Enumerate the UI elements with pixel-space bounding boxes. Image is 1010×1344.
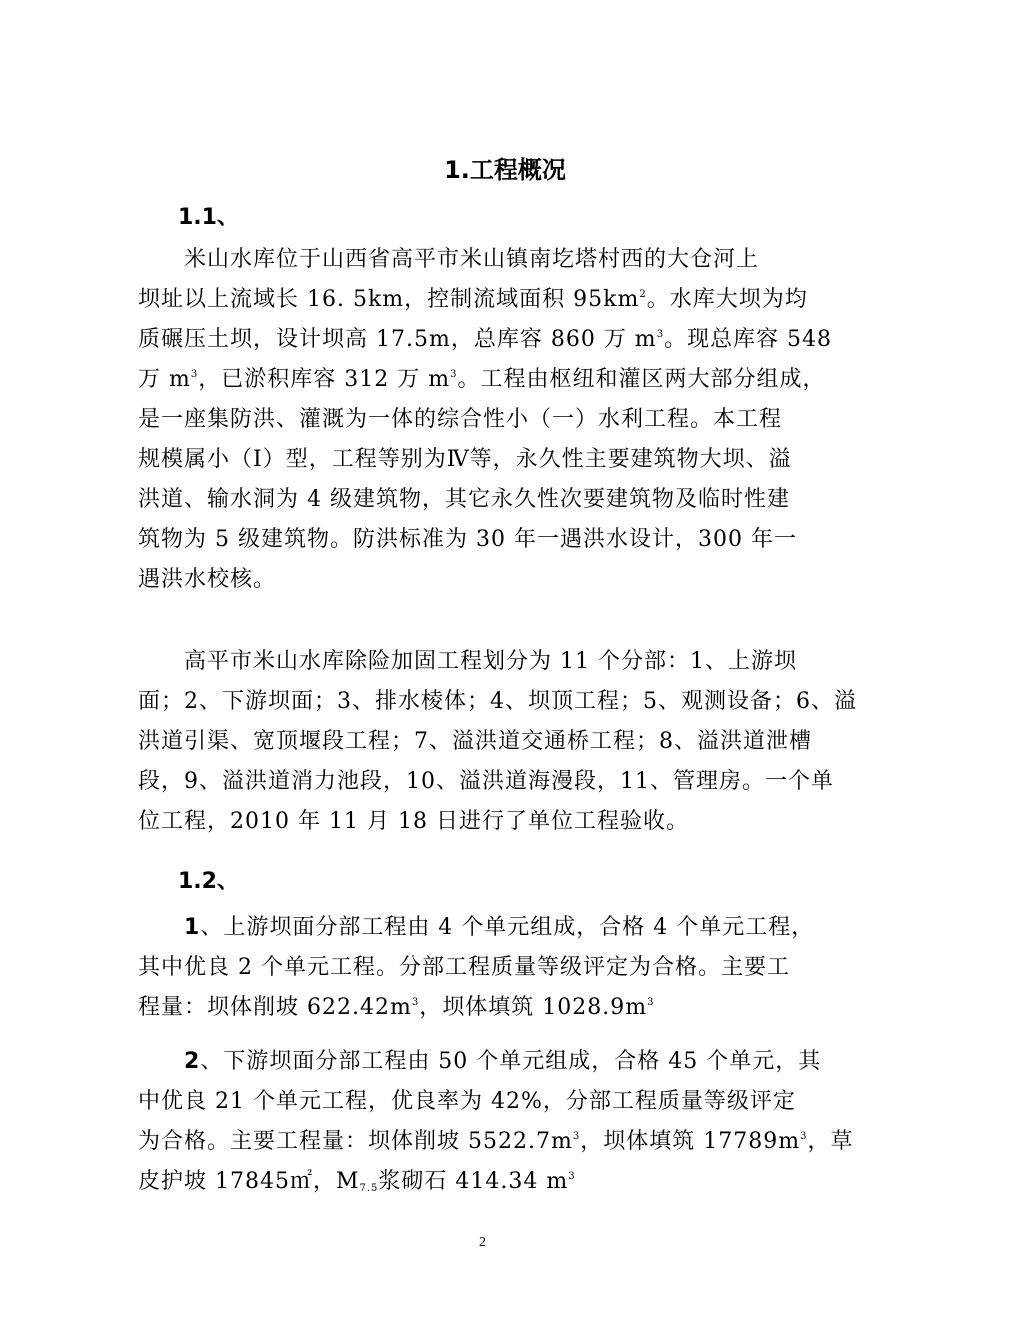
section-title: 1.工程概况 <box>444 156 566 184</box>
paragraph-overview: 米山水库位于山西省高平市米山镇南圪塔村西的大仓河上 坝址以上流域长 16. 5km，控制流域面积 $95km^2$。水库大坝为均 质碾压土坝，设计坝高 17.5m，总库容 860 万 $m^3$。现总库容 548 万 $m^3$，已淤积库容 312 万 $m^3$。工程由枢纽和灌区两大部分组成， 是一座集防洪、灌溉为一体的综合性小（一）水利工程。本工程 规模属小（Ⅰ）型，工程等别为Ⅳ等，永久性主要建筑物大坝、溢 洪道、输水洞为 4 级建筑物，其它永久性次要建筑物及临时性建 筑物为 5 级建筑物。防洪标准为 30 年一遇洪水设计，300 年一 遇洪水校核。 <box>138 247 833 592</box>
paragraph-divisions: 高平市米山水库除险加固工程划分为 11 个分部：1、上游坝 面；2、下游坝面；3、排水棱体；4、坝顶工程；5、观测设备；6、溢 洪道引渠、宽顶堰段工程；7、溢洪道交通桥工程；8、溢洪道泄槽 段，9、溢洪道消力池段，10、溢洪道海漫段，11、管理房。一个单 位工程，2010 年 11 月 18 日进行了单位工程验收。 <box>138 649 857 834</box>
subsection-heading-1-2: 1.2、 <box>178 869 239 894</box>
page-number: 2 <box>479 1235 486 1250</box>
paragraph-downstream-face: 2、下游坝面分部工程由 50 个单元组成，合格 45 个单元，其 中优良 21 个单元工程，优良率为 42%，分部工程质量等级评定 为合格。主要工程量：坝体削坡 $5522.7m^3$，坝体填筑 $17789m^3$，草 皮护坡 17845㎡，$M_{7.5}$浆砌石 414.34 $m^3$ <box>138 1049 854 1194</box>
paragraph-upstream-face: 1、上游坝面分部工程由 4 个单元组成，合格 4 个单元工程， 其中优良 2 个单元工程。分部工程质量等级评定为合格。主要工 程量：坝体削坡 $622.42m^3$，坝体填筑 $1028.9m^3$ <box>138 915 815 1020</box>
subsection-heading-1-1: 1.1、 <box>178 205 239 230</box>
